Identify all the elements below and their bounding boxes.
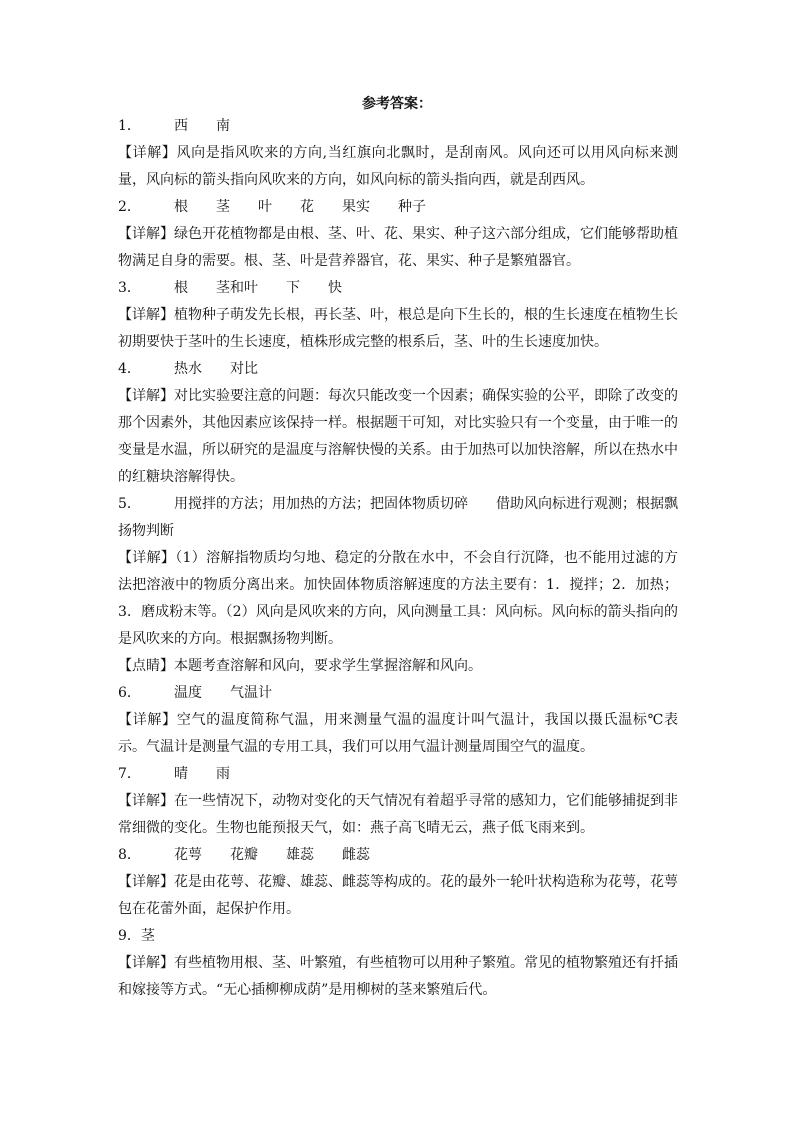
detail-tag: 【详解】 — [118, 793, 174, 809]
question-number: 1． — [118, 118, 141, 134]
answer-line-6 — [118, 680, 678, 707]
answer-blank: 晴 — [174, 766, 188, 782]
question-number: 2． — [118, 199, 141, 215]
detail-paragraph-3 — [118, 302, 678, 356]
answer-blank: 果实 — [342, 199, 370, 215]
detail-paragraph-2 — [118, 221, 678, 275]
answer-blank: 花萼 — [174, 847, 202, 863]
question-number: 3． — [118, 280, 141, 296]
detail-tag: 【详解】 — [118, 955, 174, 971]
answer-blank: 雄蕊 — [286, 847, 314, 863]
answer-blank: 花 — [300, 199, 314, 215]
answer-line-2 — [118, 194, 678, 221]
answer-blank: 对比 — [230, 361, 258, 377]
answer-blank: 西 — [174, 118, 188, 134]
answer-line-1 — [118, 113, 678, 140]
answer-blank: 南 — [216, 118, 230, 134]
answer-blank: 茎 — [216, 199, 230, 215]
answer-blank: 根 — [174, 280, 188, 296]
detail-text: 绿色开花植物都是由根、茎、叶、花、果实、种子这六部分组成，它们能够帮助植物满足自身的需要。根、茎、叶是营养器官，花、果实、种子是繁殖器官。 — [118, 226, 678, 269]
answer-line-4 — [118, 356, 678, 383]
comment-text: 本题考查溶解和风向，要求学生掌握溶解和风向。 — [174, 658, 482, 674]
detail-tag: 【详解】 — [118, 226, 174, 242]
detail-text: 空气的温度简称气温，用来测量气温的温度计叫气温计，我国以摄氏温标℃表示。气温计是测量气温的专用工具，我们可以用气温计测量周围空气的温度。 — [118, 712, 679, 755]
detail-text: 风向是指风吹来的方向,当红旗向北飘时，是刮南风。风向还可以用风向标来测量，风向标的箭头指向风吹来的方向，如风向标的箭头指向西，就是刮西风。 — [118, 145, 679, 188]
page-title: 参考答案： — [362, 96, 432, 112]
answer-line-3 — [118, 275, 678, 302]
comment-tag: 【点睛】 — [118, 658, 174, 674]
detail-text: 有些植物用根、茎、叶繁殖，有些植物可以用种子繁殖。常见的植物繁殖还有扦插和嫁接等方式。“无心插柳柳成荫”是用柳树的茎来繁殖后代。 — [118, 955, 678, 998]
answer-blank: 茎和叶 — [216, 280, 258, 296]
detail-text: （1）溶解指物质均匀地、稳定的分散在水中，不会自行沉降，也不能用过滤的方法把溶液中的物质分离出来。加快固体物质溶解速度的方法主要有：1．搅拌；2．加热；3．磨成粉末等。（2）风向是风吹来的方向，风向测量工具：风向标。风向标的箭头指向的是风吹来的方向。根据飘扬物判断。 — [118, 550, 679, 647]
comment-paragraph-5 — [118, 653, 678, 680]
detail-tag: 【详解】 — [118, 712, 177, 728]
detail-paragraph-5 — [118, 545, 678, 653]
answer-blank: 温度 — [174, 685, 202, 701]
question-number: 5． — [118, 496, 141, 512]
question-number: 7． — [118, 766, 141, 782]
answer-line-9 — [118, 923, 678, 950]
answer-blank: 用搅拌的方法；用加热的方法；把固体物质切碎 — [174, 496, 468, 512]
question-number: 6． — [118, 685, 141, 701]
detail-tag: 【详解】 — [118, 307, 174, 323]
answer-blank: 根 — [174, 199, 188, 215]
answer-line-8 — [118, 842, 678, 869]
question-number: 4． — [118, 361, 141, 377]
answer-blank: 花瓣 — [230, 847, 258, 863]
detail-paragraph-9 — [118, 950, 678, 1004]
detail-tag: 【详解】 — [118, 388, 174, 404]
detail-text: 对比实验要注意的问题：每次只能改变一个因素；确保实验的公平，即除了改变的那个因素外，其他因素应该保持一样。根据题干可知，对比实验只有一个变量，由于唯一的变量是水温，所以研究的是温度与溶解快慢的关系。由于加热可以加快溶解，所以在热水中的红糖块溶解得快。 — [118, 388, 678, 485]
detail-text: 花是由花萼、花瓣、雄蕊、雌蕊等构成的。花的最外一轮叶状构造称为花萼，花萼包在花蕾外面，起保护作用。 — [118, 874, 678, 917]
detail-text: 植物种子萌发先长根，再长茎、叶，根总是向下生长的，根的生长速度在植物生长初期要快于茎叶的生长速度，植株形成完整的根系后，茎、叶的生长速度加快。 — [118, 307, 678, 350]
answer-blank: 下 — [286, 280, 300, 296]
question-number: 9． — [118, 928, 141, 944]
answer-blank: 快 — [328, 280, 342, 296]
detail-paragraph-1 — [118, 140, 678, 194]
answer-blank: 借助风向标进行观测；根据飘扬物判断 — [118, 496, 678, 539]
answer-blank: 雨 — [216, 766, 230, 782]
answer-line-5 — [118, 491, 678, 545]
answer-line-7 — [118, 761, 678, 788]
detail-tag: 【详解】 — [118, 145, 177, 161]
answer-blank: 气温计 — [230, 685, 272, 701]
detail-paragraph-6 — [118, 707, 678, 761]
answer-list — [118, 113, 678, 1004]
answer-blank: 热水 — [174, 361, 202, 377]
detail-tag: 【详解】 — [118, 874, 174, 890]
detail-paragraph-7 — [118, 788, 678, 842]
answer-blank: 茎 — [140, 928, 155, 944]
answer-blank: 种子 — [398, 199, 426, 215]
question-number: 8． — [118, 847, 141, 863]
detail-tag: 【详解】 — [118, 550, 176, 566]
detail-paragraph-4 — [118, 383, 678, 491]
detail-text: 在一些情况下，动物对变化的天气情况有着超乎寻常的感知力，它们能够捕捉到非常细微的变化。生物也能预报天气，如：燕子高飞晴无云，燕子低飞雨来到。 — [118, 793, 678, 836]
answer-blank: 叶 — [258, 199, 272, 215]
answer-blank: 雌蕊 — [342, 847, 370, 863]
detail-paragraph-8 — [118, 869, 678, 923]
